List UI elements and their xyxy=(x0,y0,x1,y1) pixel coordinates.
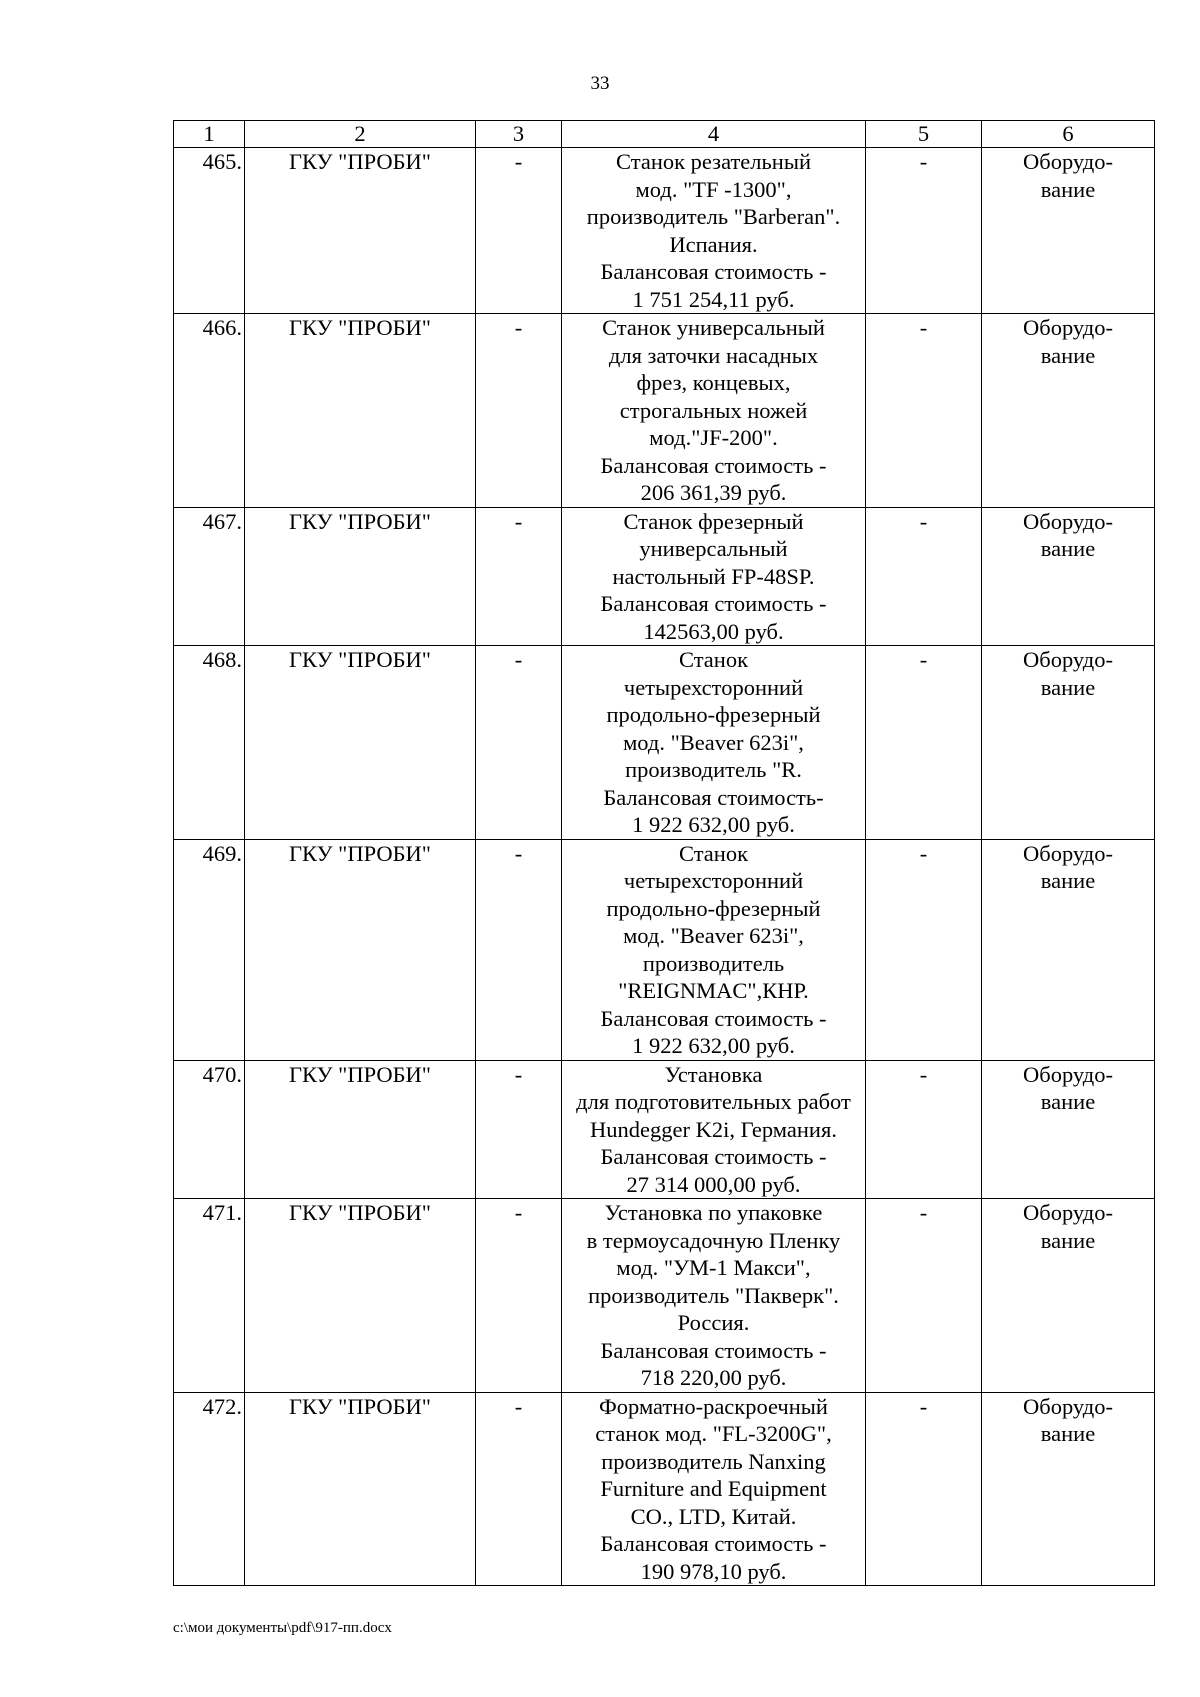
asset-type-line: Оборудо- xyxy=(1023,840,1113,866)
asset-type-line: вание xyxy=(1040,342,1096,368)
description-line: фрез, концевых, xyxy=(636,370,791,395)
asset-type-line: Оборудо- xyxy=(1023,1200,1113,1225)
table-header-row xyxy=(174,121,1155,148)
asset-type-line: вание xyxy=(1040,1421,1096,1446)
asset-type-cell xyxy=(982,148,1155,314)
description-line: Балансовая стоимость - xyxy=(600,1337,827,1363)
description-line: 718 220,00 руб. xyxy=(640,1365,787,1390)
row-number-cell: 465. xyxy=(174,148,245,314)
column-header-2: 2 xyxy=(245,121,476,148)
column-header-4: 4 xyxy=(562,121,866,148)
description-line: Станок xyxy=(678,647,749,672)
column-header-6: 6 xyxy=(982,121,1155,148)
column-5-cell: - xyxy=(866,646,982,840)
description-line: для заточки насадных xyxy=(608,342,819,368)
organization-cell: ГКУ "ПРОБИ" xyxy=(245,1392,476,1586)
description-cell xyxy=(562,1392,866,1586)
registry-table xyxy=(173,120,1155,1586)
table-row xyxy=(174,148,1155,314)
description-cell xyxy=(562,646,866,840)
description-line: Балансовая стоимость - xyxy=(600,452,827,478)
asset-type-cell xyxy=(982,314,1155,508)
organization-cell: ГКУ "ПРОБИ" xyxy=(245,148,476,314)
description-line: Станок резательный xyxy=(616,149,811,174)
asset-type-line: Оборудо- xyxy=(1023,508,1113,534)
description-cell xyxy=(562,148,866,314)
asset-type-cell xyxy=(982,839,1155,1060)
description-line: производитель "R. xyxy=(625,757,802,782)
organization-cell: ГКУ "ПРОБИ" xyxy=(245,507,476,646)
asset-type-line: вание xyxy=(1040,176,1096,202)
table-row xyxy=(174,839,1155,1060)
description-line: 1 922 632,00 руб. xyxy=(632,1033,795,1058)
description-line: продольно-фрезерный xyxy=(606,895,821,921)
asset-type-line: Оборудо- xyxy=(1023,1061,1113,1087)
description-line: Furniture and Equipment xyxy=(600,1476,827,1501)
description-line: продольно-фрезерный xyxy=(606,702,821,727)
organization-cell: ГКУ "ПРОБИ" xyxy=(245,1199,476,1393)
description-line: мод. "УМ-1 Макси", xyxy=(616,1255,811,1280)
column-5-cell: - xyxy=(866,148,982,314)
description-cell xyxy=(562,314,866,508)
column-5-cell: - xyxy=(866,839,982,1060)
asset-type-line: Оборудо- xyxy=(1023,647,1113,672)
footer-file-path: c:\мои документы\pdf\917-пп.docx xyxy=(173,1620,392,1636)
description-cell xyxy=(562,1199,866,1393)
organization-cell: ГКУ "ПРОБИ" xyxy=(245,314,476,508)
description-line: 142563,00 руб. xyxy=(643,618,784,644)
row-number-cell: 471. xyxy=(174,1199,245,1393)
description-line: четырехсторонний xyxy=(623,674,804,700)
row-number-cell: 466. xyxy=(174,314,245,508)
description-line: мод. "Beaver 623i", xyxy=(623,729,804,755)
row-number-cell: 467. xyxy=(174,507,245,646)
table-row xyxy=(174,507,1155,646)
description-line: "REIGNMAC",КНР. xyxy=(618,978,809,1003)
row-number-cell: 472. xyxy=(174,1392,245,1586)
column-header-3: 3 xyxy=(476,121,562,148)
asset-type-line: Оборудо- xyxy=(1023,149,1113,174)
description-line: Станок фрезерный xyxy=(623,508,804,534)
description-line: 206 361,39 руб. xyxy=(640,480,787,505)
description-line: CO., LTD, Китай. xyxy=(630,1503,797,1529)
column-5-cell: - xyxy=(866,314,982,508)
description-line: мод."JF-200". xyxy=(649,425,778,450)
asset-type-cell xyxy=(982,1060,1155,1199)
description-line: Балансовая стоимость- xyxy=(603,784,824,810)
page-number: 33 xyxy=(590,73,610,94)
description-line: Балансовая стоимость - xyxy=(600,1531,827,1556)
description-line: Россия. xyxy=(677,1310,750,1335)
description-line: Балансовая стоимость - xyxy=(600,591,827,616)
description-line: настольный FP-48SP. xyxy=(612,563,815,589)
table-body xyxy=(174,148,1155,1586)
asset-type-line: вание xyxy=(1040,1227,1096,1253)
asset-type-cell xyxy=(982,646,1155,840)
table-row xyxy=(174,1392,1155,1586)
description-line: для подготовительных работ xyxy=(576,1089,851,1114)
description-cell xyxy=(562,507,866,646)
column-header-1: 1 xyxy=(174,121,245,148)
description-cell xyxy=(562,1060,866,1199)
description-line: четырехсторонний xyxy=(623,868,804,893)
column-3-cell: - xyxy=(476,1199,562,1393)
description-line: Станок универсальный xyxy=(602,315,825,340)
description-line: мод. "Beaver 623i", xyxy=(623,923,804,948)
description-line: производитель xyxy=(642,950,785,976)
column-3-cell: - xyxy=(476,314,562,508)
column-3-cell: - xyxy=(476,148,562,314)
description-line: Балансовая стоимость - xyxy=(600,259,827,284)
description-line: производитель Nanxing xyxy=(601,1448,826,1474)
asset-type-line: вание xyxy=(1040,868,1096,893)
asset-type-line: вание xyxy=(1040,1089,1096,1114)
asset-type-cell xyxy=(982,1392,1155,1586)
row-number-cell: 469. xyxy=(174,839,245,1060)
description-line: Станок xyxy=(678,840,749,866)
column-5-cell: - xyxy=(866,1392,982,1586)
description-line: Испания. xyxy=(669,231,758,257)
asset-type-line: Оборудо- xyxy=(1023,315,1113,340)
description-line: 27 314 000,00 руб. xyxy=(626,1171,801,1197)
description-line: станок мод. "FL-3200G", xyxy=(595,1421,832,1446)
description-line: Hundegger K2i, Германия. xyxy=(590,1116,837,1142)
description-line: 1 751 254,11 руб. xyxy=(632,286,795,312)
description-line: Установка xyxy=(664,1061,763,1087)
description-line: Балансовая стоимость - xyxy=(600,1144,827,1169)
description-line: универсальный xyxy=(639,536,788,561)
column-3-cell: - xyxy=(476,646,562,840)
description-line: мод. "TF -1300", xyxy=(635,176,792,202)
description-line: Установка по упаковке xyxy=(604,1200,823,1225)
asset-type-line: вание xyxy=(1040,536,1096,561)
description-line: 1 922 632,00 руб. xyxy=(632,812,795,837)
description-line: Форматно-раскроечный xyxy=(599,1393,828,1419)
description-line: Балансовая стоимость - xyxy=(600,1005,827,1031)
column-5-cell: - xyxy=(866,1199,982,1393)
description-line: производитель "Barberan". xyxy=(586,204,841,229)
column-3-cell: - xyxy=(476,1392,562,1586)
column-3-cell: - xyxy=(476,839,562,1060)
column-3-cell: - xyxy=(476,507,562,646)
description-line: 190 978,10 руб. xyxy=(640,1558,787,1584)
asset-type-cell xyxy=(982,1199,1155,1393)
description-cell xyxy=(562,839,866,1060)
table-row xyxy=(174,314,1155,508)
description-line: строгальных ножей xyxy=(619,397,808,423)
table-row xyxy=(174,1060,1155,1199)
column-5-cell: - xyxy=(866,507,982,646)
asset-type-line: Оборудо- xyxy=(1023,1393,1113,1419)
description-line: производитель "Пакверк". xyxy=(588,1282,839,1308)
column-5-cell: - xyxy=(866,1060,982,1199)
organization-cell: ГКУ "ПРОБИ" xyxy=(245,839,476,1060)
asset-type-cell xyxy=(982,507,1155,646)
column-header-5: 5 xyxy=(866,121,982,148)
description-line: в термоусадочную Пленку xyxy=(586,1227,841,1253)
organization-cell: ГКУ "ПРОБИ" xyxy=(245,646,476,840)
row-number-cell: 468. xyxy=(174,646,245,840)
asset-type-line: вание xyxy=(1040,674,1096,700)
row-number-cell: 470. xyxy=(174,1060,245,1199)
table-row xyxy=(174,1199,1155,1393)
column-3-cell: - xyxy=(476,1060,562,1199)
organization-cell: ГКУ "ПРОБИ" xyxy=(245,1060,476,1199)
table-row xyxy=(174,646,1155,840)
